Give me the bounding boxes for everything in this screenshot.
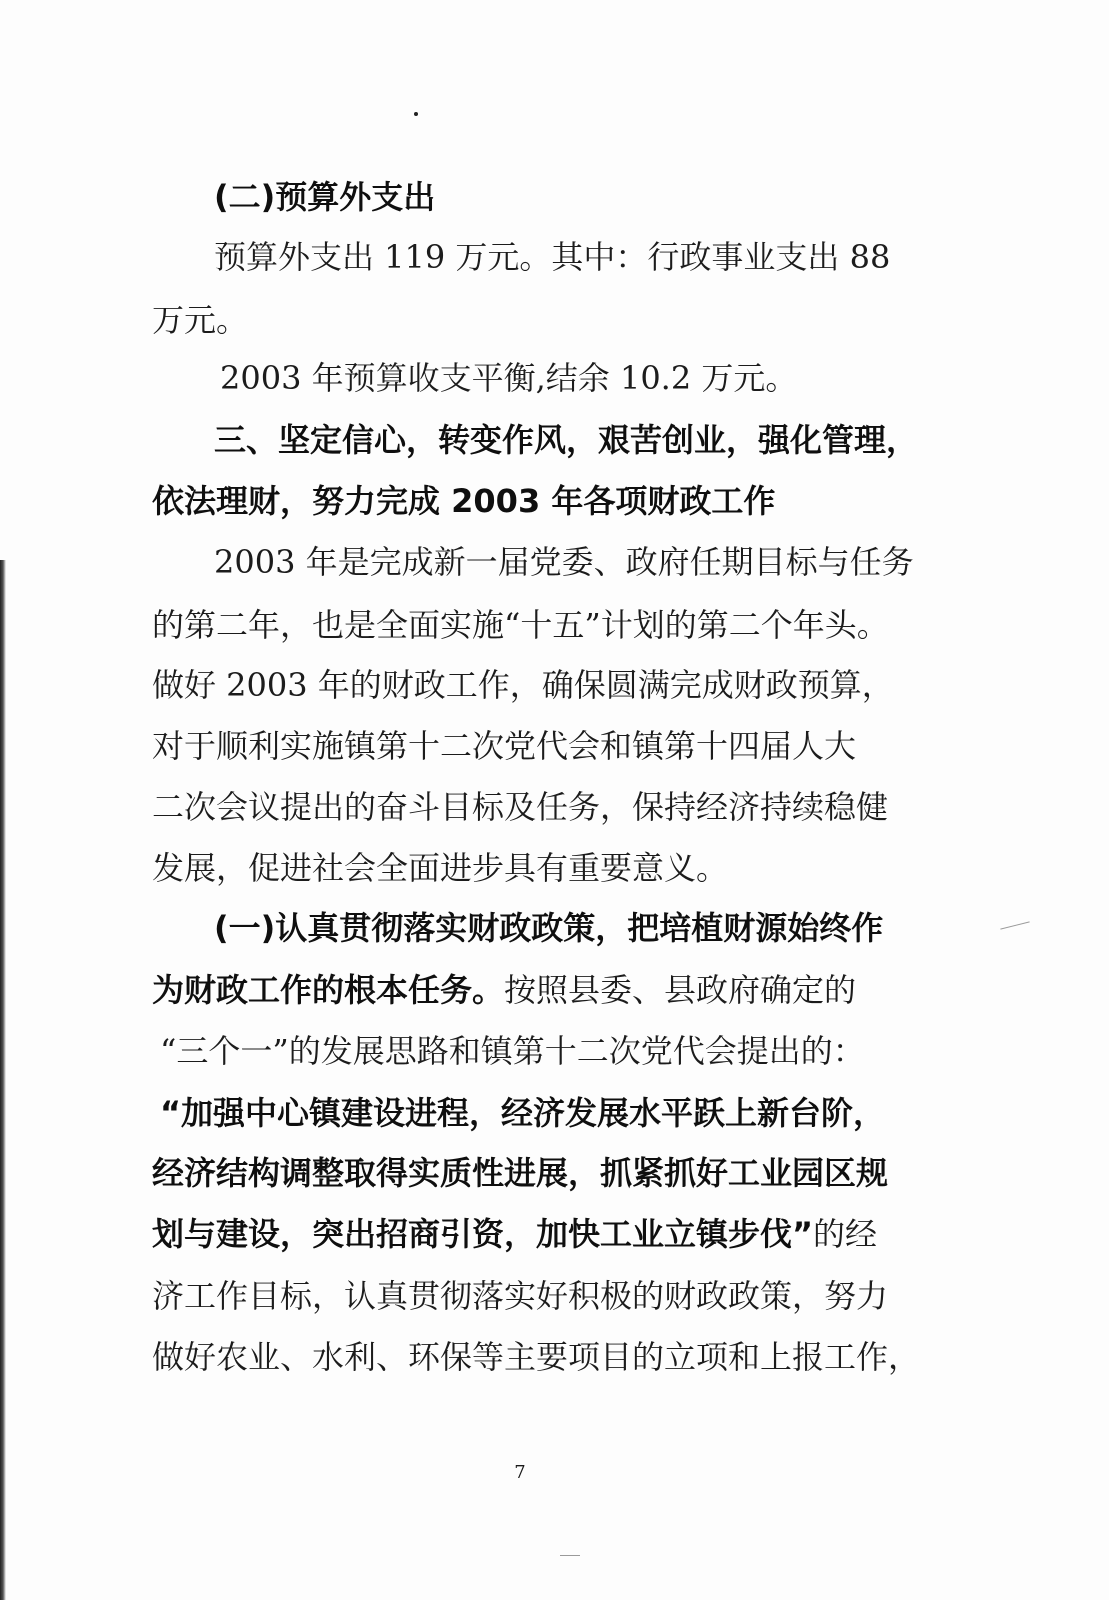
section-heading-extra-budget-expenditure: (二)预算外支出 xyxy=(214,178,436,216)
subsection-heading-one: (一)认真贯彻落实财政政策，把培植财源始终作 xyxy=(214,909,884,947)
paragraph-line: 对于顺利实施镇第十二次党代会和镇第十四届人大 xyxy=(152,727,857,765)
bold-quote-line: “加强中心镇建设进程，经济发展水平跃上新台阶， xyxy=(160,1094,886,1132)
paragraph-line-mixed xyxy=(152,1214,877,1254)
scan-shadow-edge xyxy=(0,560,6,1600)
bold-run: 划与建设，突出招商引资，加快工业立镇步伐” xyxy=(152,1215,814,1253)
scan-speck xyxy=(1000,921,1029,929)
paragraph-line: 做好 2003 年的财政工作，确保圆满完成财政预算， xyxy=(152,666,894,704)
ink-dot xyxy=(414,112,418,116)
bold-run: 为财政工作的根本任务。 xyxy=(152,971,505,1009)
paragraph-line: 万元。 xyxy=(152,301,249,339)
section-heading-three-cont: 依法理财，努力完成 2003 年各项财政工作 xyxy=(152,482,776,520)
bold-quote-line: 经济结构调整取得实质性进展，抓紧抓好工业园区规 xyxy=(152,1154,889,1192)
paragraph-line: 的第二年，也是全面实施“十五”计划的第二个年头。 xyxy=(152,606,889,644)
scan-speck xyxy=(560,1555,580,1556)
paragraph-line: 做好农业、水利、环保等主要项目的立项和上报工作， xyxy=(152,1338,921,1376)
normal-run: 按照县委、县政府确定的 xyxy=(504,971,857,1009)
section-heading-three: 三、坚定信心，转变作风，艰苦创业，强化管理， xyxy=(214,421,919,459)
paragraph-line: 预算外支出 119 万元。其中：行政事业支出 88 xyxy=(214,238,891,276)
normal-run: 的经 xyxy=(813,1215,878,1253)
paragraph-line: 发展，促进社会全面进步具有重要意义。 xyxy=(152,849,729,887)
paragraph-line: 济工作目标，认真贯彻落实好积极的财政政策，努力 xyxy=(152,1277,889,1315)
paragraph-line: 2003 年预算收支平衡,结余 10.2 万元。 xyxy=(220,359,798,397)
paragraph-line: 二次会议提出的奋斗目标及任务，保持经济持续稳健 xyxy=(152,788,889,826)
page-number: 7 xyxy=(514,1462,526,1483)
paragraph-line: 2003 年是完成新一届党委、政府任期目标与任务 xyxy=(214,543,914,581)
paragraph-line: “三个一”的发展思路和镇第十二次党代会提出的： xyxy=(160,1032,865,1070)
paragraph-line-mixed xyxy=(152,970,856,1010)
